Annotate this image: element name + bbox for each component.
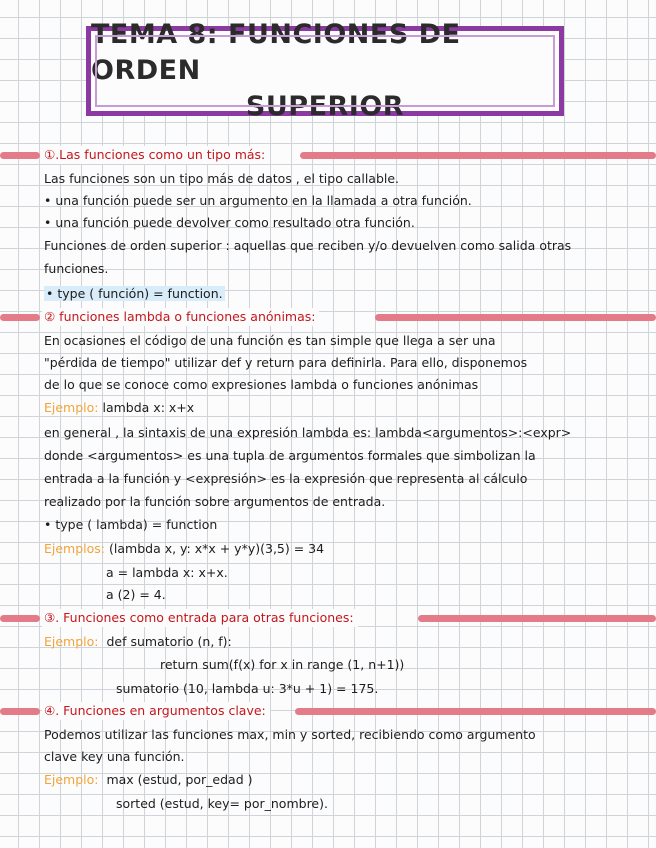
example-line-2: a = lambda x: x+x. [106, 565, 228, 580]
marker-right [418, 615, 656, 622]
example-code: lambda x: x+x [102, 400, 195, 415]
s1-line-1: Las funciones son un tipo más de datos , el tipo callable. [44, 171, 400, 186]
s1-code-text: • type ( función) = function. [46, 286, 223, 301]
s2-example [44, 399, 194, 417]
example-line-3: a (2) = 4. [106, 587, 166, 602]
s2-line-2: "pérdida de tiempo" utilizar def y return para definirla. Para ello, disponemos [44, 355, 528, 370]
marker-left [0, 708, 40, 715]
s1-line-2: • una función puede ser un argumento en la llamada a otra función. [44, 193, 472, 208]
s4-code-2: sorted (estud, key= por_nombre). [116, 796, 328, 811]
section-3-header [0, 609, 656, 627]
s2-line-6: entrada a la función y <expresión> es la expresión que representa al cálculo [44, 471, 528, 486]
s3-code-2: return sum(f(x) for x in range (1, n+1)) [160, 657, 405, 672]
section-1-heading: ①.Las funciones como un tipo más: [42, 146, 269, 164]
s1-code [44, 285, 225, 303]
marker-right [295, 708, 656, 715]
s1-line-3: • una función puede devolver como resultado otra función. [44, 215, 415, 230]
s4-example [44, 771, 253, 789]
title-box [86, 19, 564, 122]
s2-examples [44, 540, 324, 558]
s2-line-7: realizado por la función sobre argumentos de entrada. [44, 494, 386, 509]
example-label: Ejemplo: [44, 634, 99, 649]
section-4-header [0, 702, 656, 720]
s3-example [44, 633, 232, 651]
section-2-heading: ② funciones lambda o funciones anónimas: [42, 308, 319, 326]
examples-label: Ejemplos: [44, 541, 106, 556]
s2-line-5: donde <argumentos> es una tupla de argumentos formales que simbolizan la [44, 448, 536, 463]
s1-line-5: funciones. [44, 261, 109, 276]
section-1-header [0, 146, 656, 164]
marker-left [0, 314, 40, 321]
page-title-line-2: SUPERIOR [245, 91, 405, 122]
section-2-header [0, 308, 656, 326]
s2-line-4: en general , la sintaxis de una expresión lambda es: lambda<argumentos>:<expr> [44, 425, 572, 440]
s4-code-1: max (estud, por_edad ) [106, 772, 253, 787]
s4-line-2: clave key una función. [44, 749, 185, 764]
example-label: Ejemplo: [44, 400, 99, 415]
s3-code-1: def sumatorio (n, f): [106, 634, 232, 649]
page-title-line-1: TEMA 8: FUNCIONES DE ORDEN [91, 19, 461, 86]
s2-line-1: En ocasiones el código de una función es tan simple que llega a ser una [44, 333, 496, 348]
marker-left [0, 152, 40, 159]
s1-line-4: Funciones de orden superior : aquellas que reciben y/o devuelven como salida otras [44, 238, 572, 253]
marker-right [375, 314, 656, 321]
s2-line-3: de lo que se conoce como expresiones lambda o funciones anónimas [44, 377, 479, 392]
s2-code: • type ( lambda) = function [44, 517, 218, 532]
marker-right [300, 152, 656, 159]
section-3-heading: ③. Funciones como entrada para otras funciones: [42, 609, 358, 627]
s4-line-1: Podemos utilizar las funciones max, min y sorted, recibiendo como argumento [44, 727, 536, 742]
example-line-1: (lambda x, y: x*x + y*y)(3,5) = 34 [109, 541, 325, 556]
marker-left [0, 615, 40, 622]
s3-code-3: sumatorio (10, lambda u: 3*u + 1) = 175. [116, 681, 379, 696]
section-4-heading: ④. Funciones en argumentos clave: [42, 702, 270, 720]
example-label: Ejemplo: [44, 772, 99, 787]
